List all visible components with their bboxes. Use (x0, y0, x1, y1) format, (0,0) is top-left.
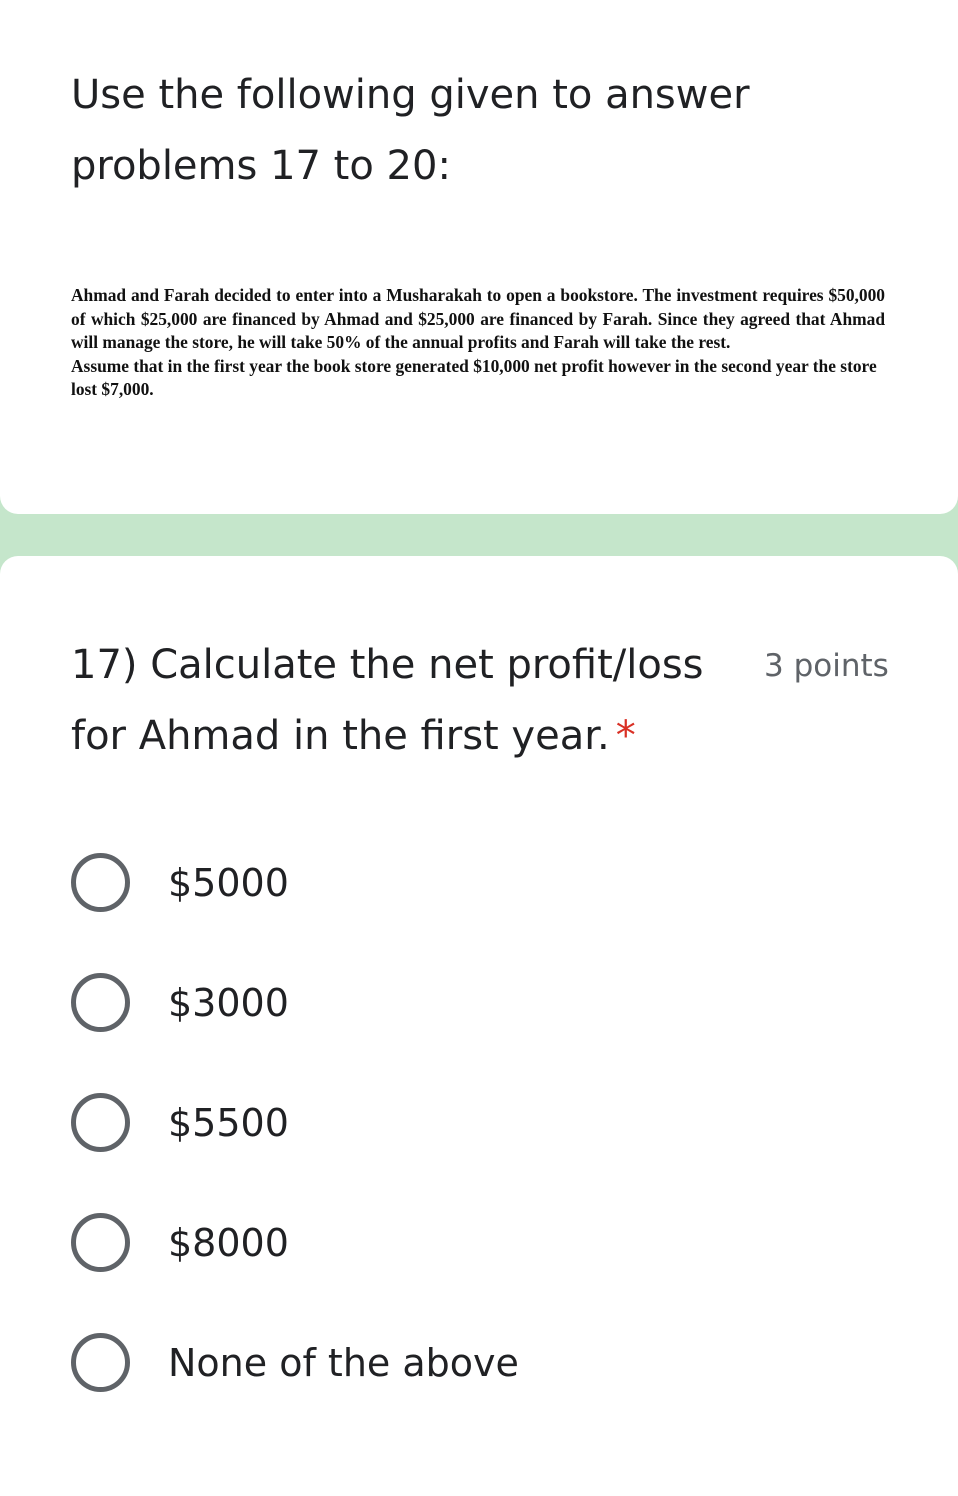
answer-option[interactable] (71, 1330, 871, 1450)
radio-button[interactable] (71, 1093, 130, 1152)
answer-option[interactable] (71, 850, 871, 970)
passage-paragraph: Assume that in the first year the book store generated $10,000 net profit however in the second year the store lost $7,000. (71, 355, 877, 399)
answer-option[interactable] (71, 970, 871, 1090)
section-card (0, 0, 958, 514)
radio-button[interactable] (71, 1213, 130, 1272)
option-label[interactable]: $3000 (168, 981, 289, 1025)
points-label: 3 points (764, 648, 889, 684)
answer-option[interactable] (71, 1210, 871, 1330)
radio-button[interactable] (71, 853, 130, 912)
option-label[interactable]: None of the above (168, 1341, 519, 1385)
passage-paragraph: Ahmad and Farah decided to enter into a Musharakah to open a bookstore. The investment requires $50,000 of which $25,000 are financed by Ahmad and $25,000 are financed by Farah. Since they agreed that Ahmad will manage the store, he will take 50% of the annual profits and Farah will take the rest. (71, 285, 885, 352)
problem-passage (71, 284, 885, 402)
question-title (71, 630, 751, 772)
section-title: Use the following given to answer problems 17 to 20: (71, 72, 750, 189)
radio-button[interactable] (71, 1333, 130, 1392)
question-text: 17) Calculate the net profit/loss for Ahmad in the first year. (71, 642, 704, 759)
option-label[interactable]: $5000 (168, 861, 289, 905)
option-label[interactable]: $8000 (168, 1221, 289, 1265)
answer-option[interactable] (71, 1090, 871, 1210)
option-label[interactable]: $5500 (168, 1101, 289, 1145)
required-asterisk: * (615, 713, 636, 759)
radio-button[interactable] (71, 973, 130, 1032)
answer-options (71, 850, 871, 1450)
